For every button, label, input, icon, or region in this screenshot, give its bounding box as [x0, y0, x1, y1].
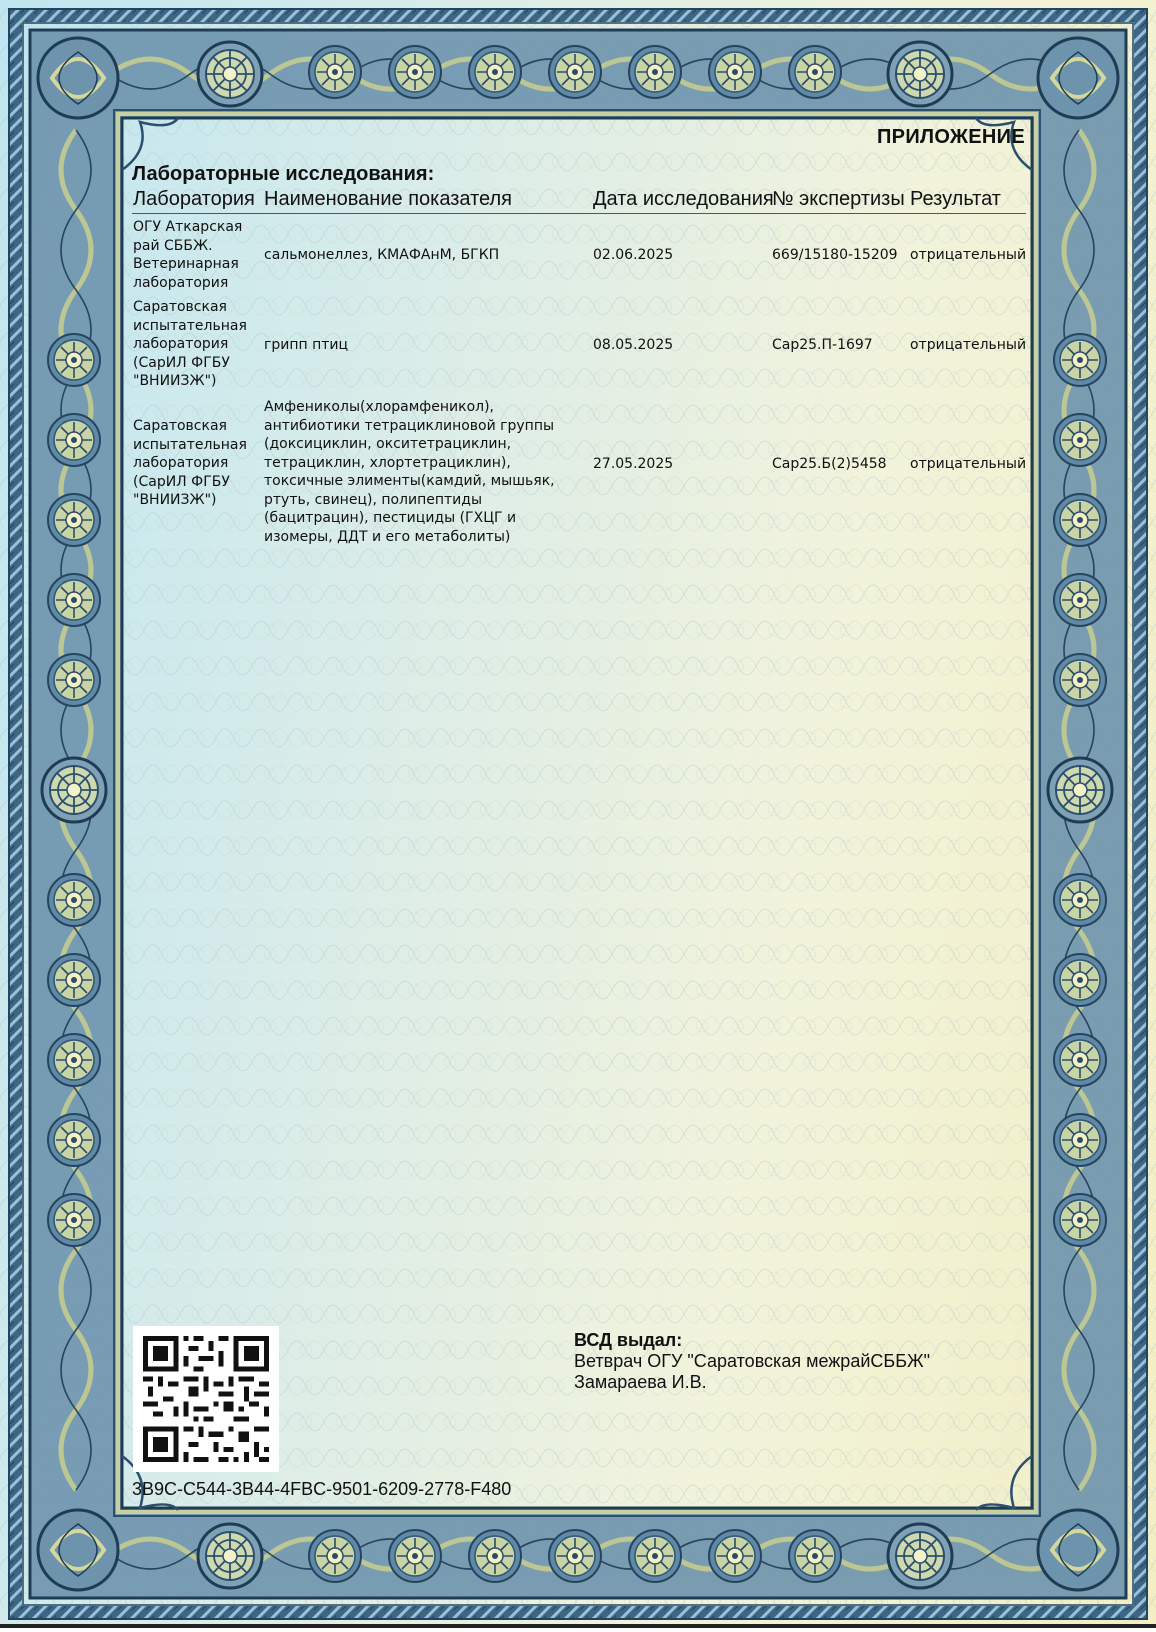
header-divider: [132, 213, 1026, 214]
cell-indicator: Амфениколы(хлорамфеникол), антибиотики тетрациклиновой группы (доксициклин, окситетрациклин, тетрациклин, хлортетрациклин), токсичные элименты(камдий, мышьяк, ртуть, свинец), полипептиды (бацитрацин), пестициды (ГХЦГ и изомеры, ДДТ и его метаболиты): [264, 399, 555, 545]
issuer-block: [574, 1330, 930, 1393]
page-bottom-edge: [0, 1624, 1156, 1628]
cell-date: 27.05.2025: [593, 456, 674, 472]
cell-lab: ОГУ Аткарская рай СББЖ. Ветеринарная лаборатория: [133, 219, 243, 291]
document-title: ПРИЛОЖЕНИЕ: [877, 126, 1025, 148]
col-header-number: № экспертизы: [772, 188, 905, 210]
cell-result: отрицательный: [910, 456, 1027, 472]
cell-result: отрицательный: [910, 247, 1027, 263]
cell-number: 669/15180-15209: [772, 247, 898, 263]
document-uuid: 3B9C-C544-3B44-4FBC-9501-6209-2778-F480: [132, 1479, 512, 1499]
qr-code-icon: [133, 1326, 279, 1472]
cell-date: 02.06.2025: [593, 247, 674, 263]
cell-result: отрицательный: [910, 337, 1027, 353]
section-title: Лабораторные исследования:: [132, 163, 435, 185]
cell-indicator: грипп птиц: [264, 337, 349, 353]
col-header-date: Дата исследования: [593, 188, 774, 210]
col-header-result: Результат: [910, 188, 1001, 210]
col-header-lab: Лаборатория: [133, 188, 255, 210]
cell-lab: Саратовская испытательная лаборатория (СарИЛ ФГБУ "ВНИИЗЖ"): [133, 299, 247, 389]
cell-indicator: сальмонеллез, КМАФАнМ, БГКП: [264, 247, 500, 263]
cell-lab: Саратовская испытательная лаборатория (СарИЛ ФГБУ "ВНИИЗЖ"): [133, 418, 247, 508]
cell-date: 08.05.2025: [593, 337, 674, 353]
cell-number: Сар25.Б(2)5458: [772, 456, 887, 472]
col-header-indicator: Наименование показателя: [264, 188, 512, 210]
issuer-name: Замараева И.В.: [574, 1372, 707, 1392]
issuer-label: ВСД выдал:: [574, 1330, 683, 1350]
cell-number: Сар25.П-1697: [772, 337, 873, 353]
issuer-position: Ветврач ОГУ "Саратовская межрайСББЖ": [574, 1351, 931, 1371]
